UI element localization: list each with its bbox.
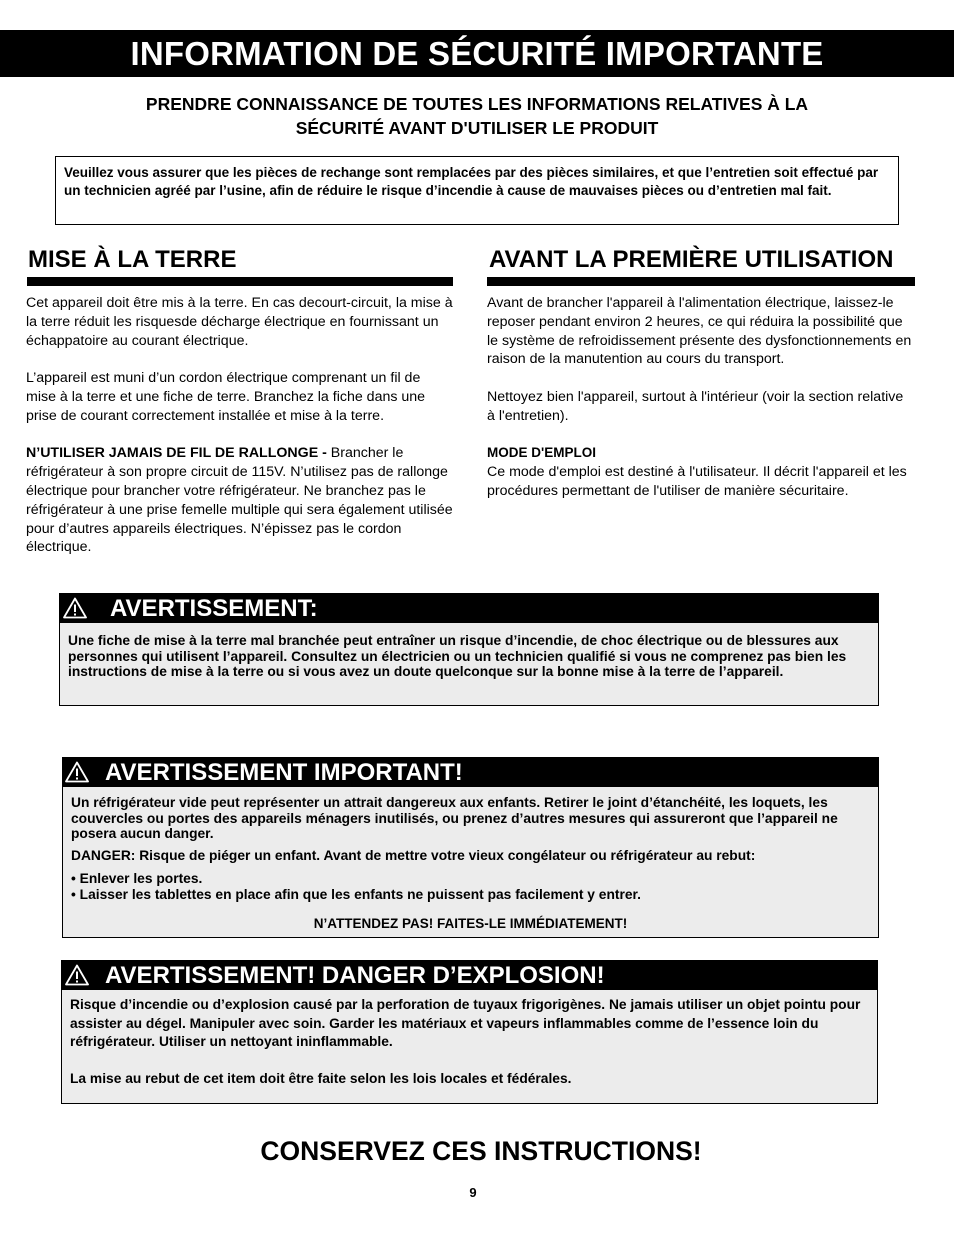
first-use-rule [487, 277, 915, 286]
warning-title: AVERTISSEMENT: [110, 595, 318, 622]
subtitle-line-1: PRENDRE CONNAISSANCE DE TOUTES LES INFORMATIONS RELATIVES À LA [145, 94, 809, 114]
first-use-text [487, 294, 915, 501]
user-manual-heading: MODE D'EMPLOI [487, 445, 596, 461]
grounding-paragraph-2: L’appareil est muni d’un cordon électrique comprenant un fil de mise à la terre et une fiche de terre. Branchez la fiche dans une prise de courant correctement installée et mise à la terre. [26, 370, 426, 424]
first-use-paragraph-2: Nettoyez bien l'appareil, surtout à l'intérieur (voir la section relative à l'entretien). [487, 388, 904, 424]
warning-header [62, 961, 877, 990]
warning-paragraph-2: La mise au rebut de cet item doit être faite selon les lois locales et fédérales. [70, 1071, 572, 1086]
no-extension-heading: N’UTILISER JAMAIS DE FIL DE RALLONGE - [26, 445, 327, 462]
page-title: INFORMATION DE SÉCURITÉ IMPORTANTE [0, 30, 954, 77]
grounding-paragraph-3 [26, 444, 454, 557]
first-use-paragraph-3 [487, 444, 915, 500]
warning-bullet-1: • Enlever les portes. [71, 871, 203, 886]
warning-body [62, 990, 877, 1097]
subtitle-line-2: SÉCURITÉ AVANT D'UTILISER LE PRODUIT [295, 118, 659, 138]
warning-box-explosion [61, 960, 878, 1104]
first-use-paragraph-1: Avant de brancher l'appareil à l'alimentation électrique, laissez-le reposer pendant environ 2 heures, ce qui réduira la possibilité que le système de refroidissement présente des dysfonctionnements en raison de la manutention au cours du transport. [487, 295, 912, 368]
first-use-title: AVANT LA PREMIÈRE UTILISATION [489, 246, 894, 273]
no-extension-text: Brancher le réfrigérateur à son propre circuit de 115V. N’utilisez pas de rallonge électrique pour brancher votre réfrigérateur. Ne branchez pas le réfrigérateur à une prise femelle multiple qui sera également utilisée pour d’autres appareils électriques. N’épissez pas le cordon électrique. [26, 445, 453, 556]
warning-title: AVERTISSEMENT IMPORTANT! [105, 759, 463, 786]
grounding-text [26, 294, 454, 557]
warning-triangle-icon [65, 964, 89, 986]
footer-title: CONSERVEZ CES INSTRUCTIONS! [260, 1136, 702, 1166]
warning-paragraph-1: Un réfrigérateur vide peut représenter un attrait dangereux aux enfants. Retirer le joint d’étanchéité, les loquets, les couvercles ou portes des appareils ménagers inutilisés, ou prenez d’autres mesures qui assureront que l’appareil ne posera aucun danger. [71, 795, 838, 841]
warning-triangle-icon [65, 761, 89, 783]
warning-title: AVERTISSEMENT! DANGER D’EXPLOSION! [105, 962, 605, 989]
warning-header [60, 594, 878, 623]
warning-closing: N’ATTENDEZ PAS! FAITES-LE IMMÉDIATEMENT! [313, 916, 628, 931]
page-number: 9 [469, 1185, 477, 1200]
page-subtitle [60, 92, 894, 140]
service-notice-box: Veuillez vous assurer que les pièces de rechange sont remplacées par des pièces similaires, et que l’entretien soit effectué par un technicien agréé par l’usine, afin de réduire le risque d’incendie à cause de mauvaises pièces ou d’entretien mal fait. [55, 156, 899, 225]
warning-triangle-icon [63, 597, 87, 619]
warning-paragraph-1: Risque d’incendie ou d’explosion causé par la perforation de tuyaux frigorigènes. Ne jamais utiliser un objet pointu pour assister au dégel. Manipuler avec soin. Garder les matériaux et vapeurs inflammables comme de l’essence loin du réfrigérateur. Utiliser un nettoyant ininflammable. [70, 997, 861, 1049]
grounding-paragraph-1: Cet appareil doit être mis à la terre. En cas decourt-circuit, la mise à la terre réduit les risquesde décharge électrique en fournissant un échappatoire au courant électrique. [26, 295, 453, 349]
warning-box-child-danger [62, 757, 879, 938]
grounding-title: MISE À LA TERRE [28, 246, 237, 273]
grounding-rule [27, 277, 453, 286]
user-manual-text: Ce mode d'emploi est destiné à l'utilisateur. Il décrit l'appareil et les procédures permettant de l'utiliser de manière sécuritaire. [487, 464, 907, 499]
warning-bullet-2: • Laisser les tablettes en place afin que les enfants ne puissent pas facilement y entrer. [71, 886, 641, 902]
warning-body [63, 787, 878, 940]
warning-paragraph-2: DANGER: Risque de piéger un enfant. Avant de mettre votre vieux congélateur ou réfrigérateur au rebut: [71, 847, 756, 863]
warning-box-grounding [59, 593, 879, 706]
warning-header [63, 758, 878, 787]
warning-text: Une fiche de mise à la terre mal branchée peut entraîner un risque d’incendie, de choc électrique ou de blessures aux personnes qui utilisent l’appareil. Consultez un électricien ou un technicien qualifié si vous ne comprenez pas bien les instructions de mise à la terre ou si vous avez un doute quelconque sur la bonne mise à la terre de l’appareil. [68, 633, 847, 679]
warning-body [60, 623, 878, 688]
